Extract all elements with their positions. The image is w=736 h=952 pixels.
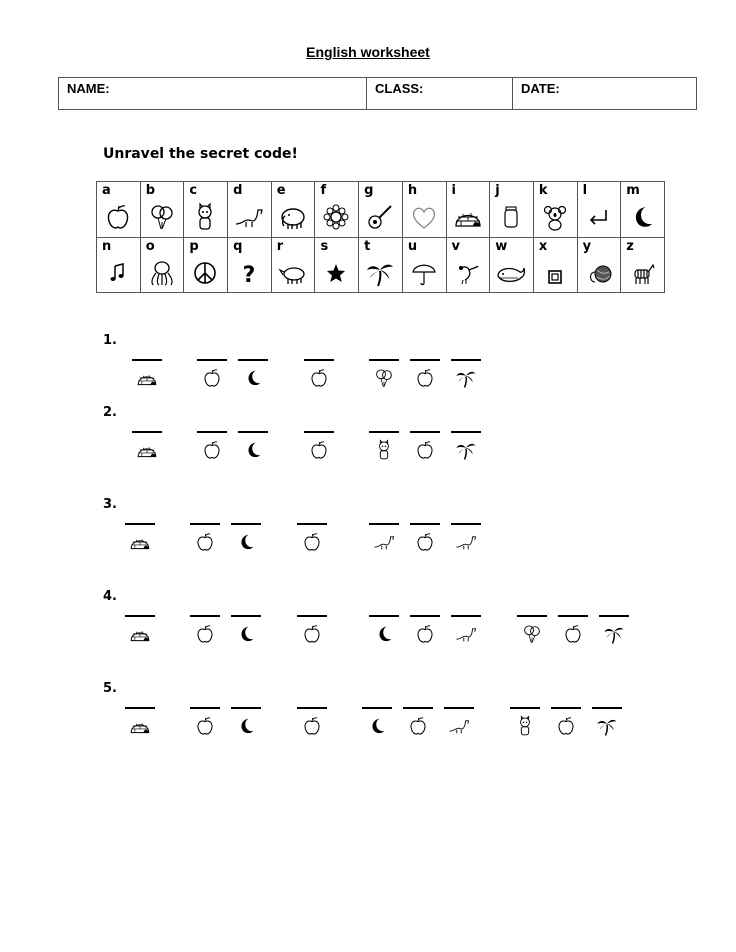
apple-icon [301,531,323,553]
moon-icon [242,367,264,389]
code-letter: l [582,183,588,198]
code-cell-a [97,182,141,238]
igloo-icon [129,715,151,737]
answer-blank[interactable] [558,615,588,617]
answer-slot [369,431,399,461]
code-cell-e [272,182,316,238]
answer-slot [125,615,155,645]
vulture-icon [453,258,483,288]
answer-slot [551,707,581,737]
answer-blank[interactable] [125,707,155,709]
code-letter: r [276,238,284,254]
answer-blank[interactable] [403,707,433,709]
answer-blank[interactable] [410,615,440,617]
code-letter: s [320,238,329,254]
answer-slot [132,359,162,389]
code-letter: u [407,238,418,254]
answer-slot [190,707,220,737]
apple-icon [414,439,436,461]
answer-slot [362,707,392,737]
answer-blank[interactable] [369,359,399,361]
yarn-icon [584,258,614,288]
apple-icon [194,715,216,737]
answer-blank[interactable] [451,359,481,361]
rhino-icon [278,258,308,288]
apple-icon [308,439,330,461]
code-letter: v [451,238,461,254]
answer-blank[interactable] [510,707,540,709]
answer-slot [304,431,334,461]
balloons-icon [521,623,543,645]
palm-tree-icon [596,715,618,737]
code-cell-b [141,182,185,238]
answer-blank[interactable] [410,359,440,361]
answer-blank[interactable] [132,431,162,433]
apple-icon [194,531,216,553]
code-letter: j [495,183,500,198]
code-cell-r [272,238,316,294]
code-letter: d [233,183,243,198]
answer-blank[interactable] [125,523,155,525]
apple-icon [194,623,216,645]
answer-blank[interactable] [369,431,399,433]
answer-slot [510,707,540,737]
question-number: 3. [103,497,117,512]
igloo-icon [453,202,483,232]
code-cell-p [184,238,228,294]
code-letter: f [320,183,327,198]
code-cell-q [228,238,272,294]
dinosaur-icon [448,715,470,737]
apple-icon [301,715,323,737]
code-cell-z [621,238,665,294]
code-cell-x [534,238,578,294]
answer-slot [125,523,155,553]
answer-blank[interactable] [238,359,268,361]
code-letter: k [538,183,548,198]
code-cell-m [621,182,665,238]
question-number: 2. [103,405,117,420]
answer-slot [297,707,327,737]
answer-slot [410,359,440,389]
answer-blank[interactable] [551,707,581,709]
answer-slot [517,615,547,645]
code-letter: g [364,183,374,198]
answer-blank[interactable] [297,707,327,709]
answer-blank[interactable] [451,523,481,525]
answer-blank[interactable] [197,359,227,361]
answer-slot [451,523,481,553]
dinosaur-icon [234,202,264,232]
code-cell-i [447,182,491,238]
code-cell-f [315,182,359,238]
worksheet-title: English worksheet [306,44,430,60]
apple-icon [201,367,223,389]
cat-icon [373,439,395,461]
code-letter: b [145,183,155,198]
answer-blank[interactable] [592,707,622,709]
code-cell-j [490,182,534,238]
guitar-icon [365,202,395,232]
answer-blank[interactable] [231,615,261,617]
answer-blank[interactable] [410,523,440,525]
answer-blank[interactable] [517,615,547,617]
answer-blank[interactable] [297,523,327,525]
apple-icon [414,623,436,645]
box-icon [540,258,570,288]
instructions-heading: Unravel the secret code! [103,146,298,162]
moon-icon [373,623,395,645]
zebra-icon [627,258,657,288]
answer-slot [238,431,268,461]
dinosaur-icon [373,531,395,553]
answer-blank[interactable] [451,615,481,617]
answer-blank[interactable] [304,359,334,361]
answer-blank[interactable] [369,615,399,617]
moon-icon [366,715,388,737]
cat-icon [190,202,220,232]
igloo-icon [136,439,158,461]
question-number: 4. [103,589,117,604]
answer-slot [190,523,220,553]
apple-icon [103,202,133,232]
answer-blank[interactable] [410,431,440,433]
answer-slot [410,615,440,645]
apple-icon [308,367,330,389]
dinosaur-icon [455,531,477,553]
answer-slot [231,615,261,645]
answer-blank[interactable] [190,615,220,617]
code-letter: a [102,183,111,198]
palm-tree-icon [455,367,477,389]
answer-slot [190,615,220,645]
moon-icon [235,715,257,737]
moon-icon [235,623,257,645]
code-letter: w [495,238,508,254]
name-field[interactable]: NAME: [59,78,367,109]
code-cell-u [403,238,447,294]
code-cell-d [228,182,272,238]
code-letter: n [102,238,112,254]
answer-blank[interactable] [444,707,474,709]
balloons-icon [147,202,177,232]
code-letter: y [582,238,592,254]
answer-blank[interactable] [451,431,481,433]
dinosaur-icon [455,623,477,645]
apple-icon [562,623,584,645]
answer-blank[interactable] [362,707,392,709]
svg-text:?: ? [242,262,256,288]
answer-slot [369,359,399,389]
answer-slot [297,615,327,645]
student-info-table [58,77,697,110]
answer-blank[interactable] [297,615,327,617]
code-cell-c [184,182,228,238]
code-letter: m [626,183,640,198]
answer-slot [132,431,162,461]
code-cell-y [578,238,622,294]
code-letter: h [407,183,418,198]
octopus-icon [147,258,177,288]
code-cell-h [403,182,447,238]
code-cell-n [97,238,141,294]
code-cell-g [359,182,403,238]
answer-blank[interactable] [132,359,162,361]
apple-icon [414,531,436,553]
code-cell-k [534,182,578,238]
return-arrow-icon [584,202,614,232]
answer-slot [369,615,399,645]
cat-icon [514,715,536,737]
class-field[interactable]: CLASS: [367,78,513,109]
code-cell-l [578,182,622,238]
answer-slot [410,431,440,461]
answer-slot [592,707,622,737]
answer-slot [197,359,227,389]
elephant-icon [278,202,308,232]
igloo-icon [136,367,158,389]
answer-slot [125,707,155,737]
answer-blank[interactable] [197,431,227,433]
answer-blank[interactable] [190,523,220,525]
code-letter: z [626,238,634,254]
code-letter: i [451,183,456,198]
answer-slot [451,359,481,389]
answer-slot [410,523,440,553]
answer-slot [558,615,588,645]
answer-blank[interactable] [304,431,334,433]
answer-slot [231,523,261,553]
answer-blank[interactable] [190,707,220,709]
peace-icon [190,258,220,288]
balloons-icon [373,367,395,389]
palm-tree-icon [455,439,477,461]
answer-blank[interactable] [599,615,629,617]
answer-blank[interactable] [125,615,155,617]
umbrella-icon [409,258,439,288]
answer-slot [403,707,433,737]
date-field[interactable]: DATE: [521,81,560,96]
answer-slot [304,359,334,389]
koala-icon [540,202,570,232]
question-number: 1. [103,333,117,348]
answer-blank[interactable] [231,523,261,525]
answer-slot [369,523,399,553]
answer-blank[interactable] [369,523,399,525]
igloo-icon [129,531,151,553]
code-letter: q [233,238,243,254]
code-cell-t [359,238,403,294]
code-letter: c [189,183,198,198]
answer-slot [599,615,629,645]
star-icon [321,258,351,288]
question-mark-icon [234,258,264,288]
code-cell-s [315,238,359,294]
heart-icon [409,202,439,232]
apple-icon [414,367,436,389]
igloo-icon [129,623,151,645]
apple-icon [407,715,429,737]
answer-slot [444,707,474,737]
music-note-icon [103,258,133,288]
apple-icon [555,715,577,737]
code-key-table [96,181,665,293]
answer-blank[interactable] [238,431,268,433]
whale-icon [496,258,526,288]
answer-slot [231,707,261,737]
apple-icon [201,439,223,461]
code-cell-w [490,238,534,294]
answer-slot [238,359,268,389]
code-letter: t [364,238,371,254]
question-number: 5. [103,681,117,696]
code-letter: p [189,238,199,254]
answer-slot [297,523,327,553]
apple-icon [301,623,323,645]
moon-icon [627,202,657,232]
jar-icon [496,202,526,232]
palm-tree-icon [365,258,395,288]
answer-slot [451,615,481,645]
code-letter: e [276,183,286,198]
moon-icon [242,439,264,461]
code-cell-v [447,238,491,294]
answer-slot [197,431,227,461]
flower-icon [321,202,351,232]
answer-blank[interactable] [231,707,261,709]
palm-tree-icon [603,623,625,645]
code-letter: x [538,238,548,254]
code-letter: o [145,238,155,254]
moon-icon [235,531,257,553]
code-cell-o [141,238,185,294]
answer-slot [451,431,481,461]
